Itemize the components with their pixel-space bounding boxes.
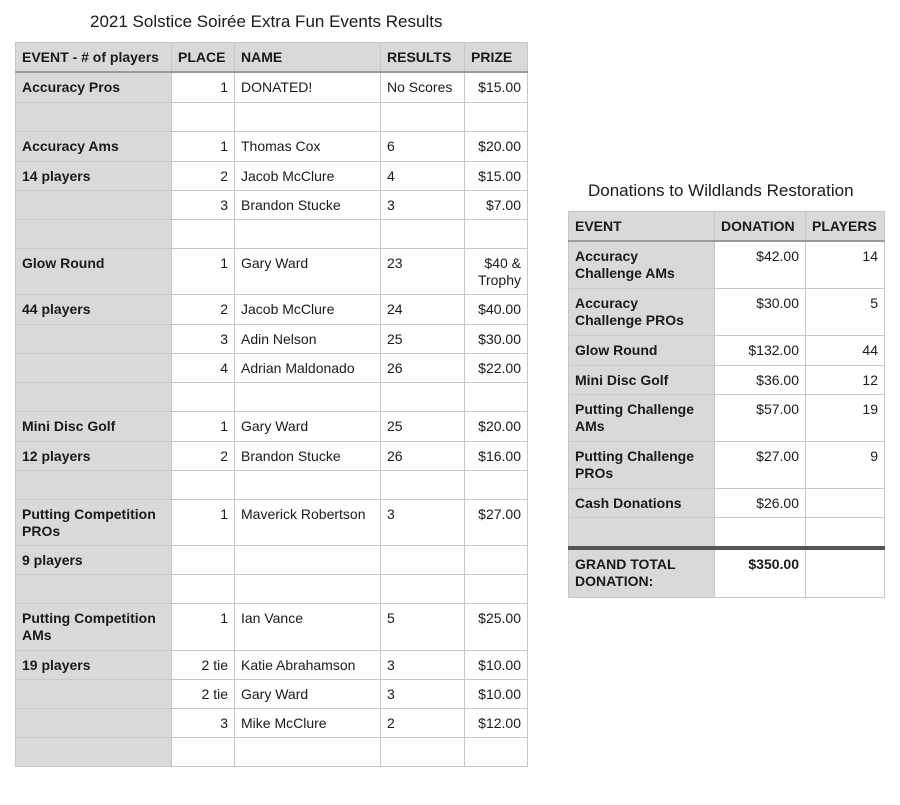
name-cell [235, 382, 381, 411]
place-cell: 1 [172, 411, 235, 441]
event-cell [16, 382, 172, 411]
donation-cell: $26.00 [715, 488, 806, 517]
place-cell [172, 382, 235, 411]
event-cell: Putting Challenge AMs [569, 394, 715, 441]
prize-cell [465, 737, 528, 766]
prize-cell: $40.00 [465, 294, 528, 324]
result-cell: 23 [381, 248, 465, 294]
table-row [16, 72, 528, 102]
donation-cell: $350.00 [715, 548, 806, 597]
players-cell: 44 [806, 335, 885, 365]
place-cell: 3 [172, 190, 235, 219]
table-row [16, 324, 528, 353]
prize-cell [465, 545, 528, 574]
name-cell: Brandon Stucke [235, 190, 381, 219]
results-title: 2021 Solstice Soirée Extra Fun Events Results [90, 12, 443, 31]
prize-cell: $22.00 [465, 353, 528, 382]
table-row [569, 335, 885, 365]
results-table [15, 42, 528, 767]
result-cell: 6 [381, 131, 465, 161]
result-cell: 4 [381, 161, 465, 190]
place-cell: 2 [172, 441, 235, 470]
result-cell [381, 382, 465, 411]
result-cell [381, 574, 465, 603]
event-cell [569, 517, 715, 548]
table-row [569, 441, 885, 488]
result-cell: 2 [381, 708, 465, 737]
name-cell: Ian Vance [235, 603, 381, 650]
event-cell: 14 players [16, 161, 172, 190]
table-row [16, 219, 528, 248]
table-row [569, 488, 885, 517]
donations-title: Donations to Wildlands Restoration [588, 181, 854, 200]
result-cell: 3 [381, 499, 465, 545]
table-row [16, 574, 528, 603]
name-cell: Gary Ward [235, 248, 381, 294]
place-cell: 1 [172, 248, 235, 294]
donation-cell: $57.00 [715, 394, 806, 441]
event-cell: 44 players [16, 294, 172, 324]
event-cell: Accuracy Challenge PROs [569, 288, 715, 335]
table-row [16, 161, 528, 190]
donation-cell: $132.00 [715, 335, 806, 365]
prize-cell: $10.00 [465, 650, 528, 679]
event-cell [16, 190, 172, 219]
table-row [569, 288, 885, 335]
table-row [16, 499, 528, 545]
result-cell: No Scores [381, 72, 465, 102]
event-cell: 19 players [16, 650, 172, 679]
event-cell: Mini Disc Golf [569, 365, 715, 394]
table-row [569, 548, 885, 597]
table-row [16, 248, 528, 294]
prize-cell: $20.00 [465, 131, 528, 161]
event-cell [16, 679, 172, 708]
event-cell [16, 324, 172, 353]
table-row [16, 131, 528, 161]
prize-cell: $30.00 [465, 324, 528, 353]
table-row [16, 102, 528, 131]
name-cell: Mike McClure [235, 708, 381, 737]
donations-table [568, 211, 885, 598]
prize-cell: $20.00 [465, 411, 528, 441]
result-cell: 5 [381, 603, 465, 650]
prize-cell: $12.00 [465, 708, 528, 737]
name-cell [235, 102, 381, 131]
result-cell [381, 737, 465, 766]
prize-cell: $16.00 [465, 441, 528, 470]
place-cell [172, 737, 235, 766]
place-cell: 4 [172, 353, 235, 382]
name-cell: Maverick Robertson [235, 499, 381, 545]
table-row [16, 708, 528, 737]
name-cell [235, 737, 381, 766]
event-cell: Cash Donations [569, 488, 715, 517]
players-cell: 14 [806, 241, 885, 288]
prize-cell: $25.00 [465, 603, 528, 650]
place-cell: 1 [172, 131, 235, 161]
name-cell: Jacob McClure [235, 294, 381, 324]
donation-cell: $30.00 [715, 288, 806, 335]
event-cell: 9 players [16, 545, 172, 574]
header-event: EVENT [569, 212, 715, 242]
prize-cell [465, 219, 528, 248]
result-cell [381, 219, 465, 248]
event-cell: GRAND TOTAL DONATION: [569, 548, 715, 597]
result-cell: 3 [381, 679, 465, 708]
prize-cell: $15.00 [465, 161, 528, 190]
name-cell: Adin Nelson [235, 324, 381, 353]
players-cell: 12 [806, 365, 885, 394]
place-cell [172, 102, 235, 131]
event-cell: Putting Challenge PROs [569, 441, 715, 488]
prize-cell: $10.00 [465, 679, 528, 708]
name-cell: Gary Ward [235, 411, 381, 441]
name-cell: Katie Abrahamson [235, 650, 381, 679]
event-cell: Accuracy Challenge AMs [569, 241, 715, 288]
result-cell: 3 [381, 190, 465, 219]
prize-cell [465, 382, 528, 411]
place-cell: 3 [172, 324, 235, 353]
table-row [16, 603, 528, 650]
prize-cell [465, 470, 528, 499]
event-cell: Glow Round [569, 335, 715, 365]
place-cell: 2 [172, 294, 235, 324]
table-row [16, 382, 528, 411]
table-row [16, 441, 528, 470]
name-cell: Adrian Maldonado [235, 353, 381, 382]
event-cell: Accuracy Ams [16, 131, 172, 161]
donations-header-row [569, 212, 885, 242]
event-cell [16, 574, 172, 603]
event-cell: Mini Disc Golf [16, 411, 172, 441]
table-row [16, 737, 528, 766]
table-row [569, 394, 885, 441]
prize-cell [465, 102, 528, 131]
header-event: EVENT - # of players [16, 43, 172, 73]
name-cell [235, 574, 381, 603]
prize-cell [465, 574, 528, 603]
donation-cell [715, 517, 806, 548]
name-cell: Jacob McClure [235, 161, 381, 190]
result-cell: 25 [381, 324, 465, 353]
name-cell: Gary Ward [235, 679, 381, 708]
place-cell: 3 [172, 708, 235, 737]
name-cell [235, 470, 381, 499]
event-cell: Putting Competition PROs [16, 499, 172, 545]
prize-cell: $7.00 [465, 190, 528, 219]
table-row [16, 411, 528, 441]
event-cell: Glow Round [16, 248, 172, 294]
event-cell: Accuracy Pros [16, 72, 172, 102]
place-cell [172, 470, 235, 499]
table-row [16, 650, 528, 679]
result-cell: 26 [381, 353, 465, 382]
prize-cell: $40 & Trophy [465, 248, 528, 294]
players-cell: 19 [806, 394, 885, 441]
donation-cell: $42.00 [715, 241, 806, 288]
result-cell [381, 102, 465, 131]
table-row [16, 470, 528, 499]
table-row [16, 190, 528, 219]
table-row [569, 517, 885, 548]
players-cell [806, 517, 885, 548]
results-header-row [16, 43, 528, 73]
header-prize: PRIZE [465, 43, 528, 73]
result-cell [381, 545, 465, 574]
place-cell: 2 tie [172, 650, 235, 679]
place-cell [172, 574, 235, 603]
table-row [16, 294, 528, 324]
result-cell: 24 [381, 294, 465, 324]
table-row [569, 241, 885, 288]
result-cell [381, 470, 465, 499]
name-cell [235, 545, 381, 574]
header-results: RESULTS [381, 43, 465, 73]
header-name: NAME [235, 43, 381, 73]
event-cell [16, 219, 172, 248]
place-cell [172, 219, 235, 248]
event-cell [16, 470, 172, 499]
place-cell: 1 [172, 72, 235, 102]
place-cell [172, 545, 235, 574]
name-cell: Thomas Cox [235, 131, 381, 161]
header-players: PLAYERS [806, 212, 885, 242]
name-cell [235, 219, 381, 248]
name-cell: DONATED! [235, 72, 381, 102]
table-row [16, 679, 528, 708]
header-place: PLACE [172, 43, 235, 73]
donation-cell: $27.00 [715, 441, 806, 488]
place-cell: 1 [172, 603, 235, 650]
table-row [16, 545, 528, 574]
result-cell: 25 [381, 411, 465, 441]
players-cell: 5 [806, 288, 885, 335]
event-cell [16, 353, 172, 382]
prize-cell: $15.00 [465, 72, 528, 102]
players-cell [806, 548, 885, 597]
header-donation: DONATION [715, 212, 806, 242]
donation-cell: $36.00 [715, 365, 806, 394]
place-cell: 2 [172, 161, 235, 190]
table-row [16, 353, 528, 382]
result-cell: 26 [381, 441, 465, 470]
place-cell: 1 [172, 499, 235, 545]
prize-cell: $27.00 [465, 499, 528, 545]
result-cell: 3 [381, 650, 465, 679]
place-cell: 2 tie [172, 679, 235, 708]
event-cell: Putting Competition AMs [16, 603, 172, 650]
players-cell [806, 488, 885, 517]
name-cell: Brandon Stucke [235, 441, 381, 470]
event-cell: 12 players [16, 441, 172, 470]
event-cell [16, 737, 172, 766]
players-cell: 9 [806, 441, 885, 488]
table-row [569, 365, 885, 394]
event-cell [16, 102, 172, 131]
event-cell [16, 708, 172, 737]
